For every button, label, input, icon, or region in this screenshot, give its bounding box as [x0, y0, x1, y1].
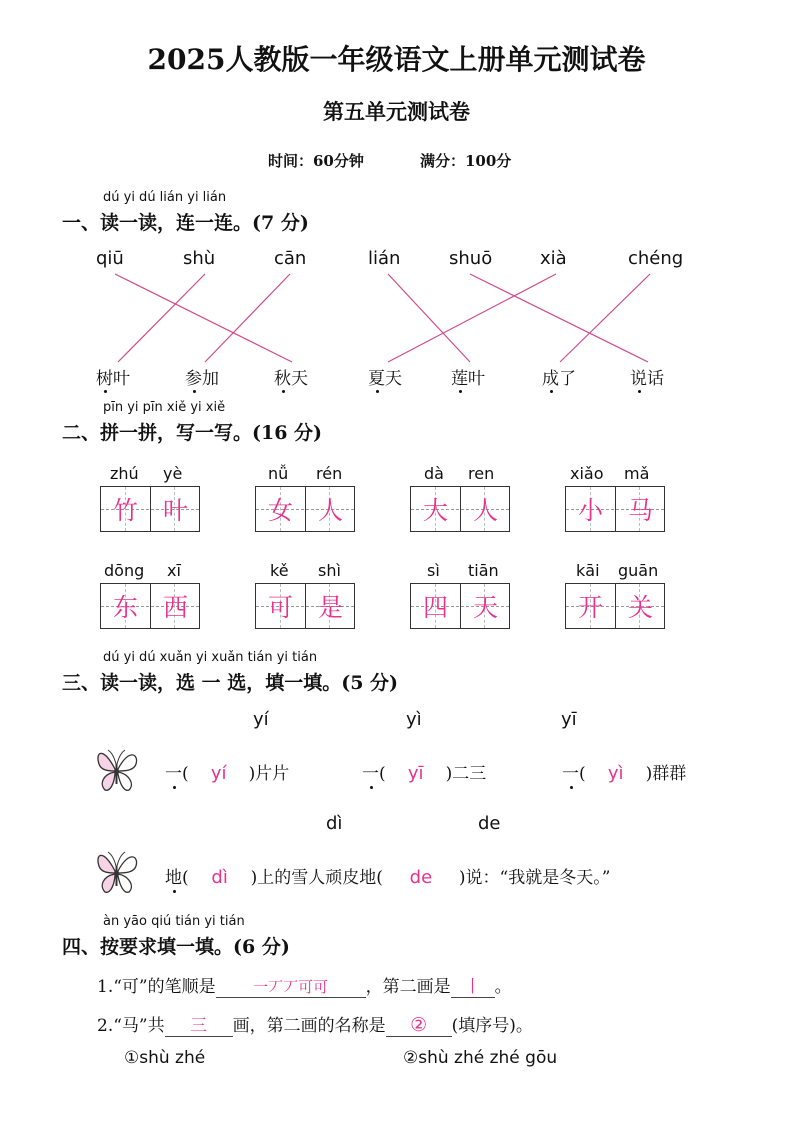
s3-q1-b: [362, 759, 486, 784]
emphasis-dot: [370, 786, 373, 789]
s1-heading-pinyin: dú yi dú lián yi lián: [103, 190, 227, 205]
s3-q2-p3: )说：“我就是冬天。”: [458, 868, 611, 888]
grid-char: 四: [422, 593, 448, 622]
grid-char: 可: [267, 593, 293, 622]
grid-char: 开: [577, 593, 603, 622]
s4-option-1: ①shù zhé: [124, 1048, 206, 1068]
grid-char: 女: [267, 496, 293, 525]
time-info: 时间：60分钟: [268, 152, 364, 170]
emphasis-dot: [282, 390, 285, 393]
s3-option-di: dì: [326, 813, 343, 834]
emphasis-dot: [173, 890, 176, 893]
emphasis-dot: [193, 390, 196, 393]
s4-q2-answer: 三: [165, 1011, 233, 1037]
char-grid: [100, 486, 200, 532]
emphasis-dot: [376, 390, 379, 393]
s1-word-3: 秋天: [274, 369, 308, 389]
grid-char: 天: [460, 584, 510, 628]
match-line-cheng: [560, 274, 650, 362]
char-grid: [410, 583, 510, 629]
s3-q2: [165, 863, 610, 888]
grid-pinyin: xiǎo: [570, 464, 604, 483]
char-grid: [255, 486, 355, 532]
match-line-xia: [388, 274, 556, 362]
match-line-can: [205, 274, 290, 362]
grid-char: 竹: [112, 496, 138, 525]
grid-pinyin: tiān: [468, 561, 499, 580]
s3-heading: 三、读一读，选 一 选，填一填。(5 分): [62, 672, 399, 694]
grid-char: 人: [305, 487, 355, 531]
grid-pinyin: dōng: [104, 561, 145, 580]
char-grid: [565, 583, 665, 629]
s1-top-pinyin-4: lián: [368, 248, 401, 269]
grid-pinyin: yè: [163, 464, 183, 483]
s4-q2-mid: 画，第二画的名称是: [232, 1016, 386, 1036]
s2-heading-pinyin: pīn yi pīn xiě yi xiě: [103, 400, 226, 415]
grid-char: 西: [150, 584, 200, 628]
s1-word-1: 树叶: [96, 369, 130, 389]
s1-top-pinyin-1: qiū: [96, 248, 124, 269]
char-grid: [565, 486, 665, 532]
s4-q1-answer: 一丆丆可可: [216, 976, 366, 998]
emphasis-dot: [459, 390, 462, 393]
grid-pinyin: zhú: [110, 464, 139, 483]
grid-char: 东: [112, 593, 138, 622]
s1-top-pinyin-5: shuō: [449, 248, 493, 269]
grid-pinyin: dà: [424, 464, 444, 483]
grid-pinyin: rén: [316, 464, 343, 483]
emphasis-dot: [173, 786, 176, 789]
s3-q1-b-pre: 一(: [362, 764, 386, 784]
s3-q1-a-pre: 一(: [165, 764, 189, 784]
s2-heading: 二、拼一拼，写一写。(16 分): [62, 422, 323, 444]
grid-pinyin: ren: [468, 464, 495, 483]
s4-q2: [97, 1011, 533, 1037]
grid-pinyin: guān: [618, 561, 659, 580]
s1-word-6: 成了: [542, 369, 576, 389]
s3-q2-answer-1: dì: [211, 867, 228, 888]
grid-pinyin: kě: [270, 561, 289, 580]
grid-char: 关: [615, 584, 665, 628]
match-line-lian: [388, 274, 470, 362]
grid-pinyin: mǎ: [624, 464, 650, 483]
s4-q1-mid: ，第二画是: [365, 977, 451, 997]
grid-char: 小: [577, 496, 603, 525]
page-subtitle: 第五单元测试卷: [323, 99, 470, 124]
s3-option-3: yī: [561, 709, 577, 730]
grid-char: 叶: [150, 487, 200, 531]
s3-q1-c-post: )群群: [645, 764, 687, 784]
match-line-shu: [118, 274, 205, 362]
s3-q2-p2: )上的雪人顽皮地(: [250, 868, 383, 888]
page-title: 2025人教版一年级语文上册单元测试卷: [147, 43, 646, 76]
s3-q1-c-pre: 一(: [562, 764, 586, 784]
s1-word-2: 参加: [185, 369, 219, 389]
s3-q1-c-answer: yì: [607, 763, 624, 784]
s1-heading: 一、读一读，连一连。(7 分): [62, 212, 309, 234]
s4-q2-answer-2: ②: [386, 1014, 452, 1037]
grid-pinyin: xī: [167, 561, 181, 580]
s4-q2-post: (填序号)。: [451, 1016, 533, 1036]
grid-char: 大: [422, 496, 448, 525]
s1-word-5: 莲叶: [451, 369, 485, 389]
grid-char: 是: [305, 584, 355, 628]
s3-q2-answer-2: de: [409, 867, 433, 888]
s3-option-2: yì: [406, 709, 422, 730]
s1-word-4: 夏天: [368, 369, 402, 389]
char-grid: [410, 486, 510, 532]
grid-char: 马: [615, 487, 665, 531]
butterfly-icon: [93, 744, 141, 794]
match-line-qiu: [115, 274, 292, 362]
grid-pinyin: shì: [318, 561, 341, 580]
s3-q1-b-post: )二三: [445, 764, 487, 784]
match-line-shuo: [470, 274, 648, 362]
s1-top-pinyin-7: chéng: [628, 248, 684, 269]
s4-q1: [97, 972, 512, 998]
grid-pinyin: kāi: [576, 561, 600, 580]
s3-q1-c: [562, 759, 686, 784]
s4-q2-pre: 2.“马”共: [97, 1016, 165, 1036]
score-info: 满分：100分: [420, 152, 512, 170]
s4-q1-answer-2: 丨: [451, 972, 495, 998]
s1-match-lines: [0, 0, 793, 400]
s3-q1-a: [165, 759, 289, 784]
s4-q1-post: 。: [494, 977, 512, 997]
grid-char: 人: [460, 487, 510, 531]
emphasis-dot: [550, 390, 553, 393]
s4-heading-pinyin: àn yāo qiú tián yi tián: [103, 914, 245, 929]
s3-q1-a-post: )片片: [248, 764, 290, 784]
s4-q1-pre: 1.“可”的笔顺是: [97, 977, 216, 997]
s3-option-1: yí: [253, 709, 269, 730]
char-grid: [255, 583, 355, 629]
s3-heading-pinyin: dú yi dú xuǎn yi xuǎn tián yi tián: [103, 650, 318, 665]
grid-pinyin: sì: [427, 561, 440, 580]
emphasis-dot: [638, 390, 641, 393]
s3-q1-a-answer: yí: [210, 763, 227, 784]
char-grid: [100, 583, 200, 629]
s4-heading: 四、按要求填一填。(6 分): [62, 936, 290, 958]
s1-top-pinyin-2: shù: [183, 248, 216, 269]
grid-pinyin: nǚ: [268, 464, 289, 483]
s3-q2-p1: 地(: [165, 868, 189, 888]
s1-top-pinyin-6: xià: [540, 248, 567, 269]
s3-q1-b-answer: yī: [407, 763, 424, 784]
s4-option-2: ②shù zhé zhé gōu: [403, 1048, 558, 1068]
emphasis-dot: [104, 390, 107, 393]
s1-word-7: 说话: [630, 369, 664, 389]
butterfly-icon: [93, 846, 141, 896]
s1-top-pinyin-3: cān: [274, 248, 307, 269]
emphasis-dot: [570, 786, 573, 789]
s3-option-de: de: [478, 813, 501, 834]
